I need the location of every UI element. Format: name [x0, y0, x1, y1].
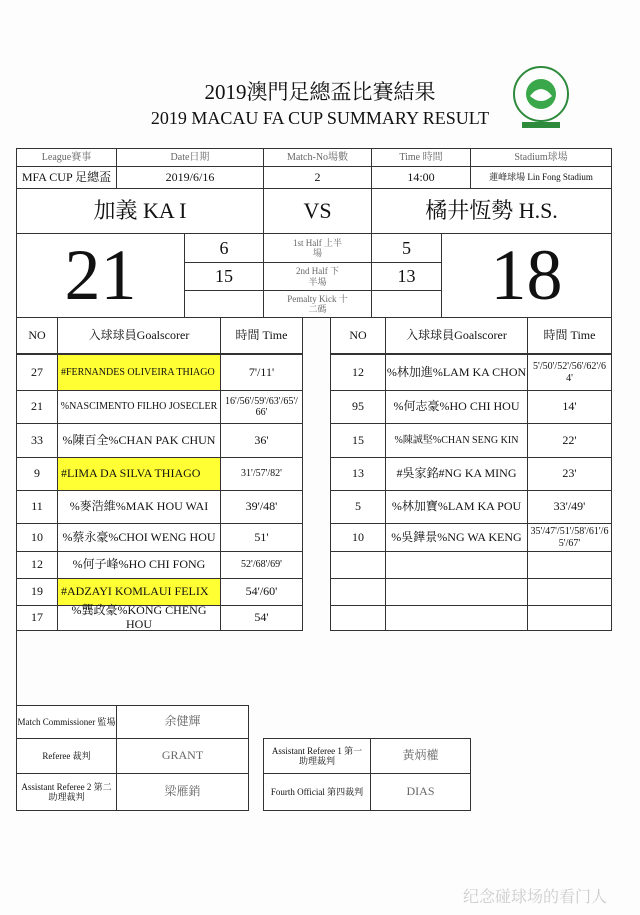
away-2nd-half: 13 — [371, 262, 442, 291]
date-label: Date日期 — [116, 148, 264, 167]
home-scorer-name: %龔政豪%KONG CHENG HOU — [57, 605, 221, 631]
away-penalty — [371, 290, 442, 318]
away-scorer-time: 22' — [527, 423, 612, 458]
1st-half-label: 1st Half 上半場 — [263, 233, 372, 263]
home-penalty — [184, 290, 264, 318]
home-no-header: NO — [16, 317, 58, 354]
home-scorer-time: 16'/56'/59'/63'/65'/66' — [220, 390, 303, 424]
home-team: 加義 KA I — [16, 188, 264, 234]
away-scorer-time — [527, 605, 612, 631]
away-scorer-no — [330, 578, 386, 606]
home-scorer-no: 11 — [16, 490, 58, 524]
ar1-value: 黃炳權 — [370, 738, 471, 774]
home-scorer-time: 39'/48' — [220, 490, 303, 524]
home-scorer-time: 54' — [220, 605, 303, 631]
away-scorer-no — [330, 605, 386, 631]
away-scorer-name — [385, 605, 528, 631]
home-scorer-no: 12 — [16, 551, 58, 579]
league-label: League賽事 — [16, 148, 117, 167]
home-scorer-header: 入球球員Goalscorer — [57, 317, 221, 354]
home-scorer-name: #LIMA DA SILVA THIAGO — [57, 457, 221, 491]
home-scorer-no: 17 — [16, 605, 58, 631]
away-team: 橘井恆勢 H.S. — [371, 188, 612, 234]
away-scorer-time: 35'/47'/51'/58'/61'/65'/67' — [527, 523, 612, 552]
away-scorer-no: 13 — [330, 457, 386, 491]
home-scorer-time: 7'/11' — [220, 354, 303, 391]
table-border — [16, 630, 17, 706]
watermark: 纪念碰球场的看门人 — [462, 887, 607, 906]
away-scorer-name: %吳鏵景%NG WA KENG — [385, 523, 528, 552]
away-scorer-time: 33'/49' — [527, 490, 612, 524]
away-scorer-time: 23' — [527, 457, 612, 491]
away-scorer-name: #吳家銘#NG KA MING — [385, 457, 528, 491]
away-scorer-name — [385, 578, 528, 606]
commissioner-label: Match Commissioner 監場 — [16, 705, 117, 739]
2nd-half-label: 2nd Half 下半場 — [263, 262, 372, 291]
home-scorer-time: 51' — [220, 523, 303, 552]
away-scorer-time — [527, 551, 612, 579]
home-1st-half: 6 — [184, 233, 264, 263]
away-scorer-no: 15 — [330, 423, 386, 458]
home-scorer-no: 33 — [16, 423, 58, 458]
away-scorer-no: 5 — [330, 490, 386, 524]
home-scorer-no: 10 — [16, 523, 58, 552]
away-scorer-name: %陳誠堅%CHAN SENG KIN — [385, 423, 528, 458]
home-scorer-name: #ADZAYI KOMLAUI FELIX — [57, 578, 221, 606]
away-scorer-name — [385, 551, 528, 579]
time-value: 14:00 — [371, 166, 471, 189]
away-scorer-time: 5'/50'/52'/56'/62'/64' — [527, 354, 612, 391]
fourth-official-value: DIAS — [370, 773, 471, 811]
ar1-label: Assistant Referee 1 第一助理裁判 — [263, 738, 371, 774]
away-scorer-no — [330, 551, 386, 579]
mfa-logo — [508, 64, 574, 130]
away-scorer-no: 10 — [330, 523, 386, 552]
referee-value: GRANT — [116, 738, 249, 774]
away-score: 18 — [441, 233, 612, 318]
home-scorer-time: 31'/57'/82' — [220, 457, 303, 491]
away-1st-half: 5 — [371, 233, 442, 263]
fourth-official-label: Fourth Official 第四裁判 — [263, 773, 371, 811]
home-time-header: 時間 Time — [220, 317, 303, 354]
home-scorer-no: 27 — [16, 354, 58, 391]
vs-label: VS — [263, 188, 372, 234]
ar2-label: Assistant Referee 2 第二助理裁判 — [16, 773, 117, 811]
ar2-value: 梁雁銷 — [116, 773, 249, 811]
away-time-header: 時間 Time — [527, 317, 612, 354]
home-scorer-name: %何子峰%HO CHI FONG — [57, 551, 221, 579]
title-en: 2019 MACAU FA CUP SUMMARY RESULT — [150, 108, 490, 128]
stadium-value: 蓮峰球場 Lin Fong Stadium — [470, 166, 612, 189]
match-no-value: 2 — [263, 166, 372, 189]
league-value: MFA CUP 足總盃 — [16, 166, 117, 189]
home-scorer-name: #FERNANDES OLIVEIRA THIAGO — [57, 354, 221, 391]
away-scorer-no: 12 — [330, 354, 386, 391]
home-scorer-name: %NASCIMENTO FILHO JOSECLER — [57, 390, 221, 424]
home-score: 21 — [16, 233, 185, 318]
home-scorer-time: 54'/60' — [220, 578, 303, 606]
title-cn: 2019澳門足總盃比賽結果 — [204, 80, 436, 104]
home-scorer-no: 19 — [16, 578, 58, 606]
away-scorer-name: %何志豪%HO CHI HOU — [385, 390, 528, 424]
away-scorer-name: %林加進%LAM KA CHON — [385, 354, 528, 391]
referee-label: Referee 裁判 — [16, 738, 117, 774]
away-scorer-time: 14' — [527, 390, 612, 424]
stadium-label: Stadium球場 — [470, 148, 612, 167]
home-scorer-time: 52'/68'/69' — [220, 551, 303, 579]
away-no-header: NO — [330, 317, 386, 354]
time-label: Time 時間 — [371, 148, 471, 167]
home-scorer-no: 21 — [16, 390, 58, 424]
away-scorer-header: 入球球員Goalscorer — [385, 317, 528, 354]
away-scorer-time — [527, 578, 612, 606]
commissioner-value: 余健輝 — [116, 705, 249, 739]
away-scorer-name: %林加寶%LAM KA POU — [385, 490, 528, 524]
home-2nd-half: 15 — [184, 262, 264, 291]
home-scorer-name: %陳百全%CHAN PAK CHUN — [57, 423, 221, 458]
home-scorer-name: %蔡永豪%CHOI WENG HOU — [57, 523, 221, 552]
away-scorer-no: 95 — [330, 390, 386, 424]
home-scorer-no: 9 — [16, 457, 58, 491]
date-value: 2019/6/16 — [116, 166, 264, 189]
home-scorer-time: 36' — [220, 423, 303, 458]
home-scorer-name: %麥浩維%MAK HOU WAI — [57, 490, 221, 524]
match-no-label: Match-No場數 — [263, 148, 372, 167]
penalty-label: Pemalty Kick 十二碼 — [263, 290, 372, 318]
